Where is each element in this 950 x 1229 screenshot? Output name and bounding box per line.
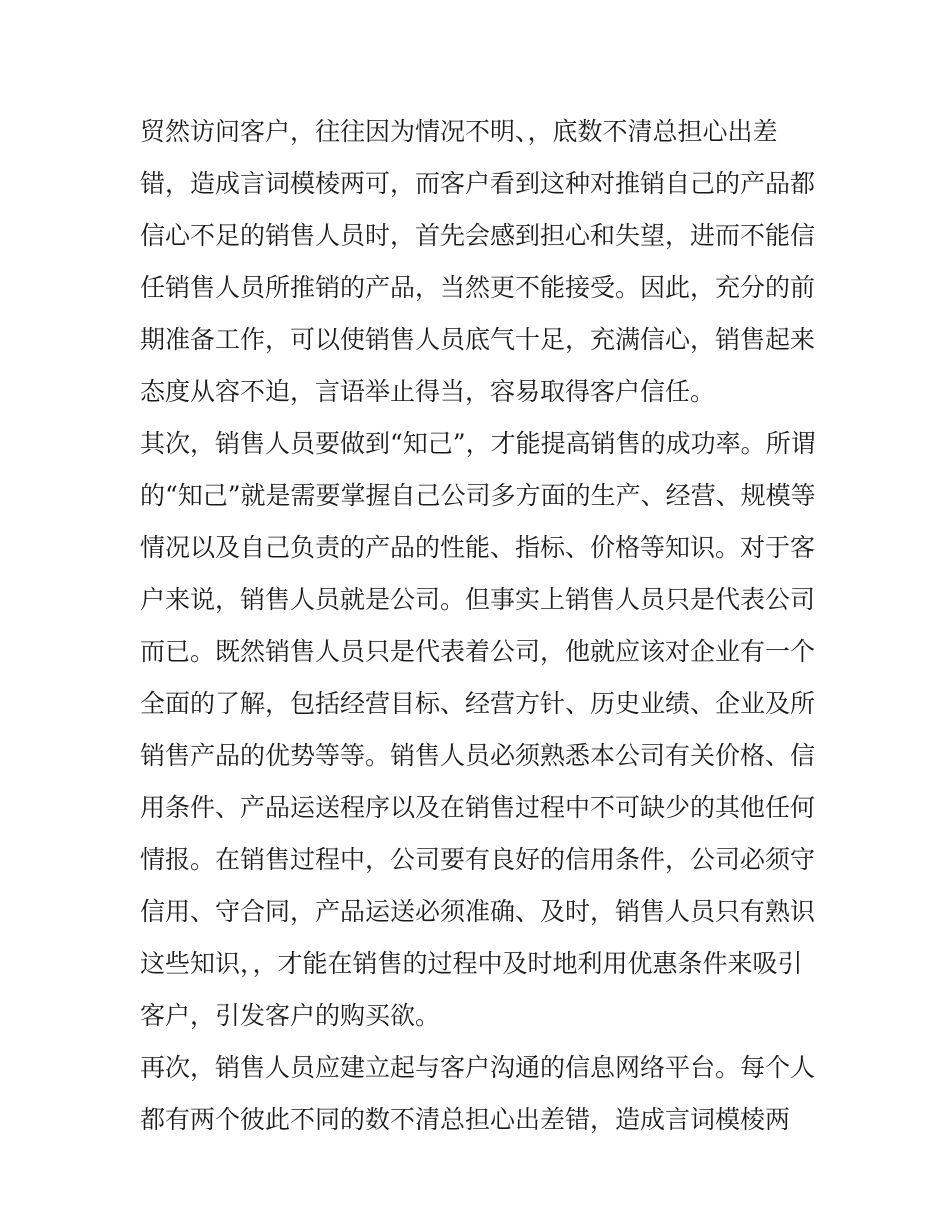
text-line-19: 再次，销售人员应建立起与客户沟通的信息网络平台。每个人 (140, 1053, 816, 1082)
text-line-12: 全面的了解，包括经营目标、经营方针、历史业绩、企业及所 (140, 689, 816, 718)
text-line-20: 都有两个彼此不同的数不清总担心出差错，造成言词模棱两 (140, 1105, 791, 1134)
text-line-11: 而已。既然销售人员只是代表着公司，他就应该对企业有一个 (140, 637, 816, 666)
text-line-3: 信心不足的销售人员时，首先会感到担心和失望，进而不能信 (140, 221, 816, 250)
text-line-8: 的“知己”就是需要掌握自己公司多方面的生产、经营、规模等 (140, 481, 816, 510)
text-line-10: 户来说，销售人员就是公司。但事实上销售人员只是代表公司 (140, 585, 816, 614)
text-line-16: 信用、守合同，产品运送必须准确、及时，销售人员只有熟识 (140, 897, 816, 926)
text-line-5: 期准备工作，可以使销售人员底气十足，充满信心，销售起来 (140, 325, 816, 354)
text-line-2: 错，造成言词模棱两可，而客户看到这种对推销自己的产品都 (140, 169, 816, 198)
text-line-17: 这些知识，，才能在销售的过程中及时地利用优惠条件来吸引 (140, 949, 803, 978)
text-line-15: 情报。在销售过程中，公司要有良好的信用条件，公司必须守 (140, 845, 816, 874)
text-line-7: 其次，销售人员要做到“知己”，才能提高销售的成功率。所谓 (140, 429, 816, 458)
text-line-18: 客户，引发客户的购买欲。 (140, 1001, 441, 1030)
text-line-4: 任销售人员所推销的产品，当然更不能接受。因此，充分的前 (140, 273, 816, 302)
body-text (140, 106, 820, 1146)
text-line-1: 贸然访问客户，往往因为情况不明、，底数不清总担心出差 (140, 117, 778, 146)
text-line-9: 情况以及自己负责的产品的性能、指标、价格等知识。对于客 (140, 533, 816, 562)
text-line-6: 态度从容不迫，言语举止得当，容易取得客户信任。 (140, 377, 716, 406)
text-line-13: 销售产品的优势等等。销售人员必须熟悉本公司有关价格、信 (140, 741, 816, 770)
text-line-14: 用条件、产品运送程序以及在销售过程中不可缺少的其他任何 (140, 793, 816, 822)
